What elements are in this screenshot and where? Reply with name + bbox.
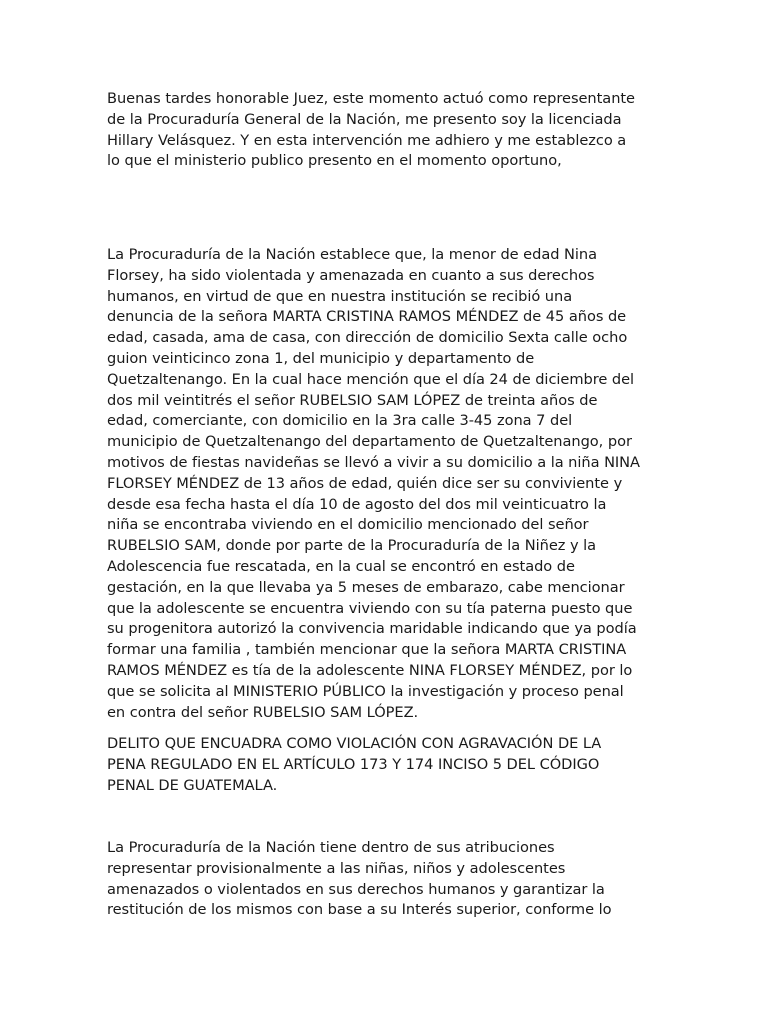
paragraph-attributions: La Procuraduría de la Nación tiene dentro de sus atribuciones representar provisionalmente a las niñas, niños y adolescentes amenazados o violentados en sus derechos humanos y garantizar la restitución de los mismos con base a su Interés superior, conforme lo: [107, 839, 612, 919]
paragraph-case-facts: La Procuraduría de la Nación establece que, la menor de edad Nina Florsey, ha sido violentada y amenazada en cuanto a sus derechos humanos, en virtud de que en nuestra institución se recibió una denuncia de la señora MARTA CRISTINA RAMOS MÉNDEZ de 45 años de edad, casada, ama de casa, con dirección de domicilio Sexta calle ocho guion veinticinco zona 1, del municipio y departamento de Quetzaltenango. En la cual hace mención que el día 24 de diciembre del dos mil veintitrés el señor RUBELSIO SAM LÓPEZ de treinta años de edad, comerciante, con domicilio en la 3ra calle 3-45 zona 7 del municipio de Quetzaltenango del departamento de Quetzaltenango, por motivos de fiestas navideñas se llevó a vivir a su domicilio a la niña NINA FLORSEY MÉNDEZ de 13 años de edad, quién dice ser su conviviente y desde esa fecha hasta el día 10 de agosto del dos mil veinticuatro la niña se encontraba viviendo en el domicilio mencionado del señor RUBELSIO SAM, donde por parte de la Procuraduría de la Niñez y la Adolescencia fue rescatada, en la cual se encontró en estado de gestación, en la que llevaba ya 5 meses de embarazo, cabe mencionar que la adolescente se encuentra viviendo con su tía paterna puesto que su progenitora autorizó la convivencia maridable indicando que ya podía formar una familia , también mencionar que la señora MARTA CRISTINA RAMOS MÉNDEZ es tía de la adolescente NINA FLORSEY MÉNDEZ, por lo que se solicita al MINISTERIO PÚBLICO la investigación y proceso penal en contra del señor RUBELSIO SAM LÓPEZ.: [107, 246, 640, 721]
paragraph-offense-classification: DELITO QUE ENCUADRA COMO VIOLACIÓN CON AGRAVACIÓN DE LA PENA REGULADO EN EL ARTÍCULO 173 Y 174 INCISO 5 DEL CÓDIGO PENAL DE GUATEMALA.: [107, 735, 602, 794]
paragraph-introduction: Buenas tardes honorable Juez, este momento actuó como representante de la Procuraduría General de la Nación, me presento soy la licenciada Hillary Velásquez. Y en esta intervención me adhiero y me establezco a lo que el ministerio publico presento en el momento oportuno,: [107, 90, 635, 170]
